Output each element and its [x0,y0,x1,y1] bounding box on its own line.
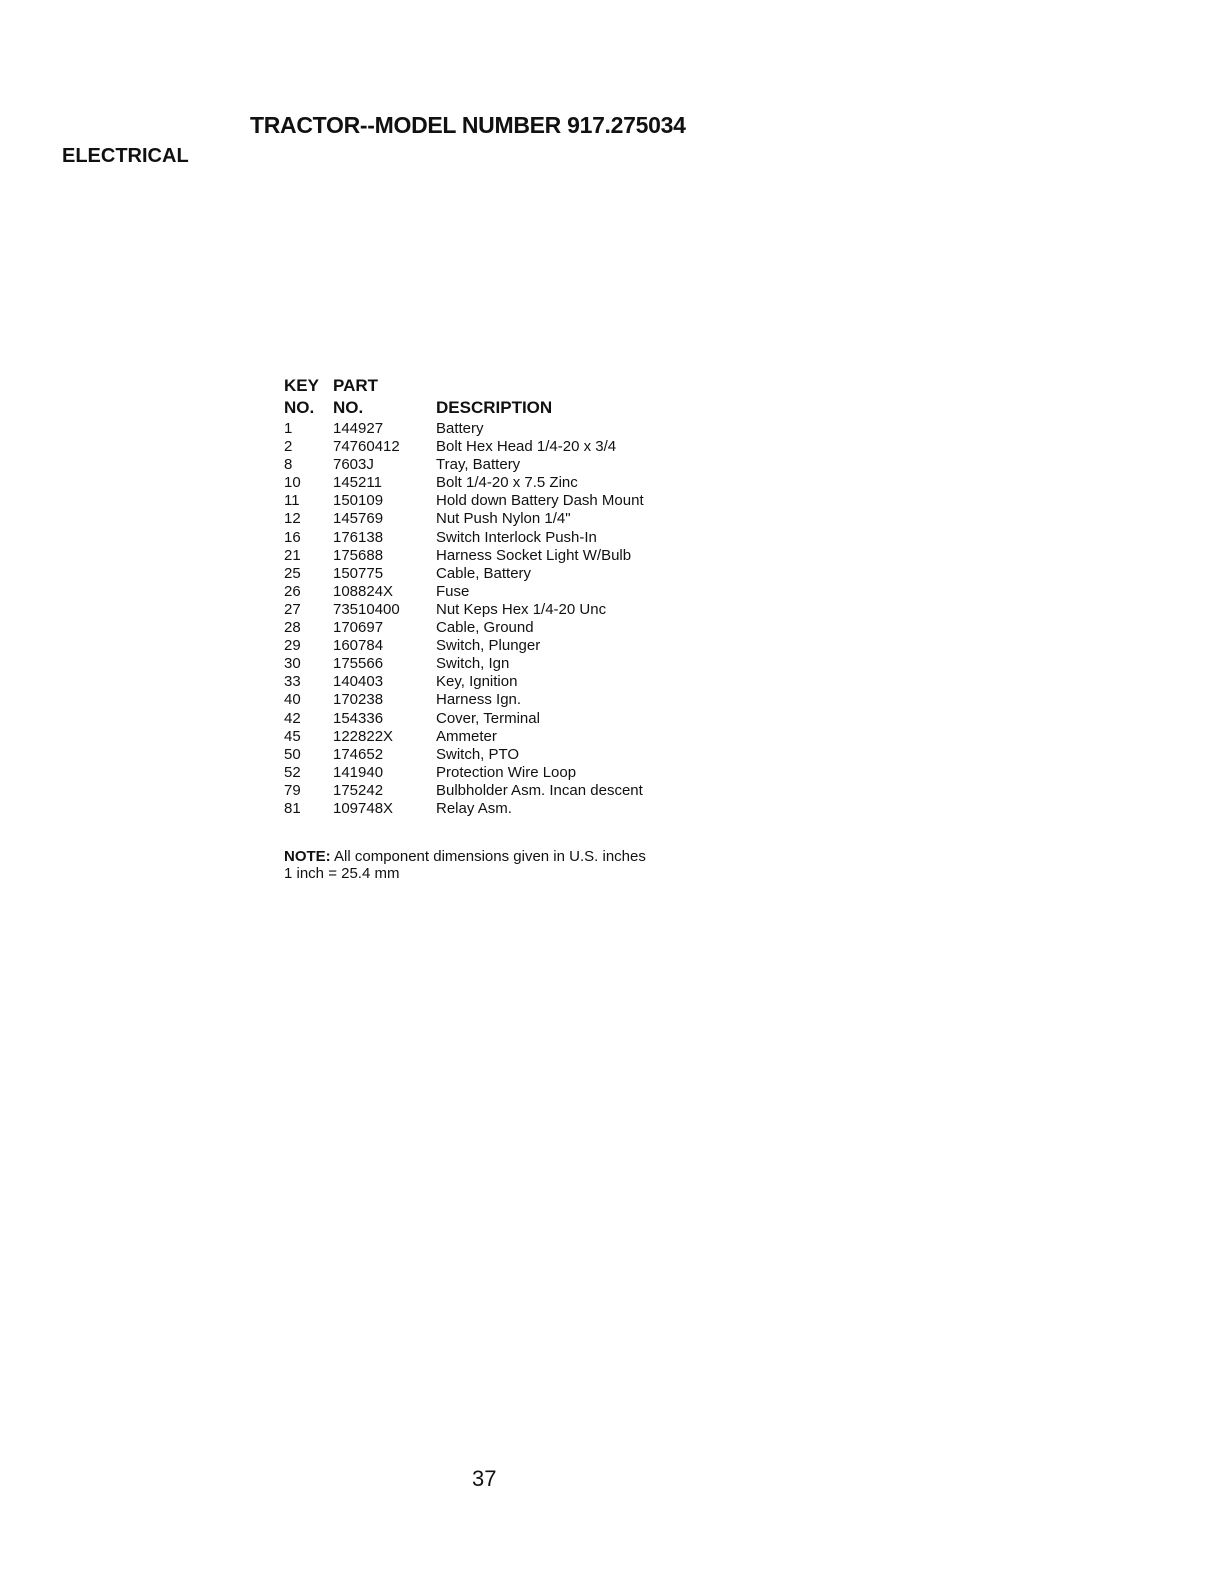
page-title: TRACTOR--MODEL NUMBER 917.275034 [250,112,686,138]
key-cell: 26 [284,582,301,600]
table-row [284,619,744,637]
key-cell: 12 [284,510,301,528]
description-cell: Bolt Hex Head 1/4-20 x 3/4 [436,438,617,456]
key-cell: 40 [284,691,301,709]
part-cell: 73510400 [333,600,400,618]
section-heading: ELECTRICAL [62,145,189,167]
table-row [284,764,744,782]
description-cell: Ammeter [436,727,497,745]
part-cell: 122822X [333,727,394,745]
key-cell: 10 [284,474,301,492]
description-cell: Protection Wire Loop [436,763,577,781]
part-cell: 175688 [333,546,384,564]
key-cell: 16 [284,528,301,546]
description-cell: Bolt 1/4-20 x 7.5 Zinc [436,474,578,492]
table-row [284,746,744,764]
description-cell: Key, Ignition [436,673,518,691]
table-row [284,547,744,565]
part-header-line1: PART [333,376,379,395]
table-row [284,728,744,746]
part-cell: 154336 [333,709,384,727]
part-cell: 145211 [333,474,382,492]
description-cell: Tray, Battery [436,456,521,474]
key-cell: 81 [284,799,301,817]
note-label: NOTE: [284,848,331,865]
parts-list [284,376,744,818]
table-row [284,710,744,728]
note-conversion: 1 inch = 25.4 mm [284,865,400,882]
key-cell: 50 [284,745,301,763]
part-cell: 145769 [333,510,384,528]
part-cell: 175566 [333,655,384,673]
description-cell: Switch, PTO [436,745,520,763]
key-cell: 2 [284,438,293,456]
table-row [284,673,744,691]
description-cell: Switch, Ign [436,655,510,673]
table-row [284,601,744,619]
key-cell: 45 [284,727,301,745]
description-cell: Cable, Battery [436,564,532,582]
key-cell: 25 [284,564,301,582]
part-cell: 109748X [333,799,394,817]
description-cell: Cover, Terminal [436,709,540,727]
description-cell: Nut Push Nylon 1/4" [436,510,571,528]
table-row [284,583,744,601]
table-row [284,420,744,438]
part-cell: 144927 [333,420,384,437]
part-cell: 160784 [333,637,384,655]
description-cell: Fuse [436,582,470,600]
key-cell: 27 [284,600,301,618]
description-cell: Harness Ign. [436,691,522,709]
part-cell: 175242 [333,781,384,799]
part-cell: 141940 [333,763,384,781]
table-row [284,782,744,800]
part-cell: 174652 [333,745,384,763]
table-row [284,438,744,456]
table-row [284,800,744,818]
key-cell: 11 [284,492,300,510]
part-header-line2: NO. [333,398,364,417]
part-cell: 170238 [333,691,384,709]
table-row [284,492,744,510]
table-row [284,637,744,655]
description-header: DESCRIPTION [436,398,553,417]
description-cell: Bulbholder Asm. Incan descent [436,781,643,799]
part-cell: 108824X [333,582,394,600]
description-cell: Battery [436,420,484,437]
table-row [284,565,744,583]
table-row [284,474,744,492]
key-cell: 8 [284,456,293,474]
key-cell: 30 [284,655,301,673]
description-cell: Cable, Ground [436,619,534,637]
page-number: 37 [472,1466,497,1491]
part-cell: 176138 [333,528,384,546]
note-text: All component dimensions given in U.S. inches [334,848,646,865]
key-header-line1: KEY [284,376,319,395]
key-cell: 52 [284,763,301,781]
part-cell: 7603J [333,456,374,474]
description-cell: Hold down Battery Dash Mount [436,492,644,510]
table-row [284,655,744,673]
key-cell: 28 [284,619,301,637]
parts-list-header [284,376,744,420]
part-cell: 150109 [333,492,384,510]
table-row [284,456,744,474]
description-cell: Nut Keps Hex 1/4-20 Unc [436,600,607,618]
key-cell: 79 [284,781,301,799]
table-row [284,691,744,709]
table-row [284,529,744,547]
part-cell: 140403 [333,673,384,691]
key-cell: 1 [284,420,293,437]
key-header-line2: NO. [284,398,315,417]
part-cell: 74760412 [333,438,400,456]
note [284,848,646,882]
description-cell: Switch Interlock Push-In [436,528,597,546]
key-cell: 21 [284,546,301,564]
key-cell: 33 [284,673,301,691]
part-cell: 170697 [333,619,384,637]
part-cell: 150775 [333,564,384,582]
key-cell: 29 [284,637,301,655]
note-line [284,848,646,865]
key-cell: 42 [284,709,301,727]
description-cell: Harness Socket Light W/Bulb [436,546,632,564]
description-cell: Switch, Plunger [436,637,541,655]
parts-rows [284,420,744,818]
table-row [284,510,744,528]
description-cell: Relay Asm. [436,799,512,817]
